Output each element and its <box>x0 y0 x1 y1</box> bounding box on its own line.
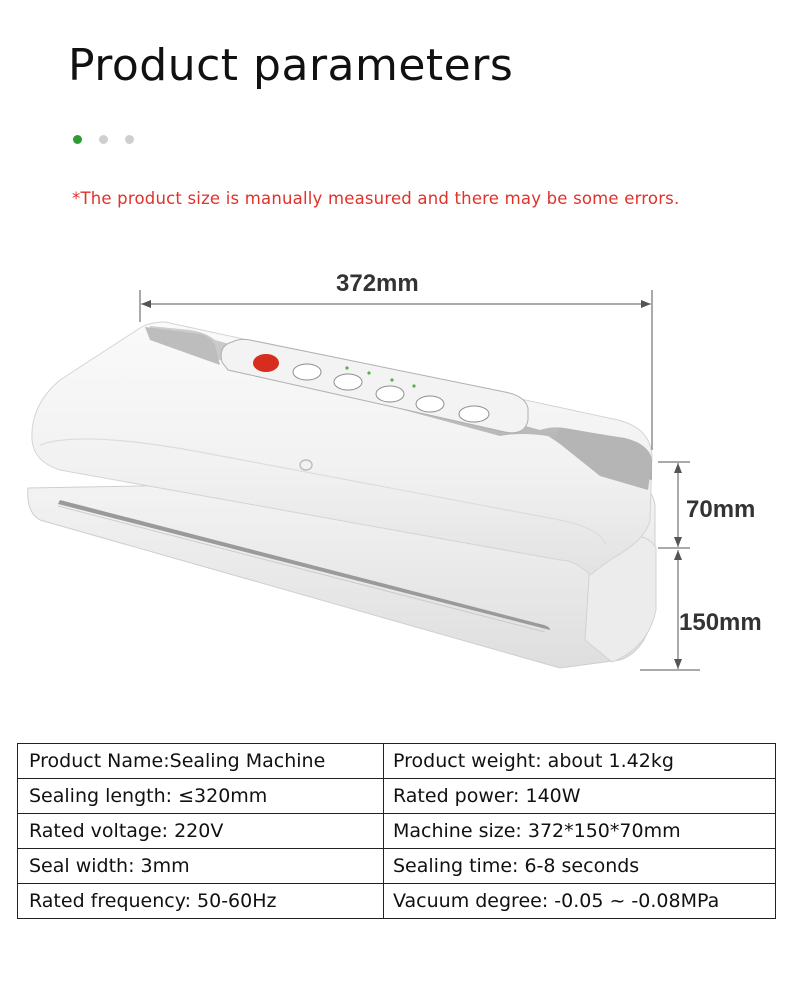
pagination-dot[interactable] <box>99 135 108 144</box>
measurement-disclaimer: *The product size is manually measured and there may be some errors. <box>72 189 680 208</box>
pagination-dot-active[interactable] <box>73 135 82 144</box>
table-row <box>18 884 776 919</box>
width-dimension-label: 372mm <box>336 270 419 297</box>
spec-cell: Machine size: 372*150*70mm <box>384 814 776 849</box>
spec-cell: Vacuum degree: -0.05 ~ -0.08MPa <box>384 884 776 919</box>
spec-cell: Rated power: 140W <box>384 779 776 814</box>
depth-dimension-label: 150mm <box>679 609 762 636</box>
spec-cell: Rated voltage: 220V <box>18 814 384 849</box>
table-row <box>18 744 776 779</box>
table-row <box>18 849 776 884</box>
spec-cell: Product Name:Sealing Machine <box>18 744 384 779</box>
spec-table <box>17 743 776 919</box>
page-title: Product parameters <box>68 40 514 91</box>
pagination-dot[interactable] <box>125 135 134 144</box>
height-dimension-label: 70mm <box>686 496 756 523</box>
product-illustration <box>0 250 790 690</box>
spec-cell: Sealing time: 6-8 seconds <box>384 849 776 884</box>
spec-cell: Product weight: about 1.42kg <box>384 744 776 779</box>
table-row <box>18 814 776 849</box>
spec-cell: Rated frequency: 50-60Hz <box>18 884 384 919</box>
spec-cell: Sealing length: ≤320mm <box>18 779 384 814</box>
spec-cell: Seal width: 3mm <box>18 849 384 884</box>
carousel-pagination <box>73 135 134 144</box>
start-button-icon <box>253 354 279 372</box>
table-row <box>18 779 776 814</box>
